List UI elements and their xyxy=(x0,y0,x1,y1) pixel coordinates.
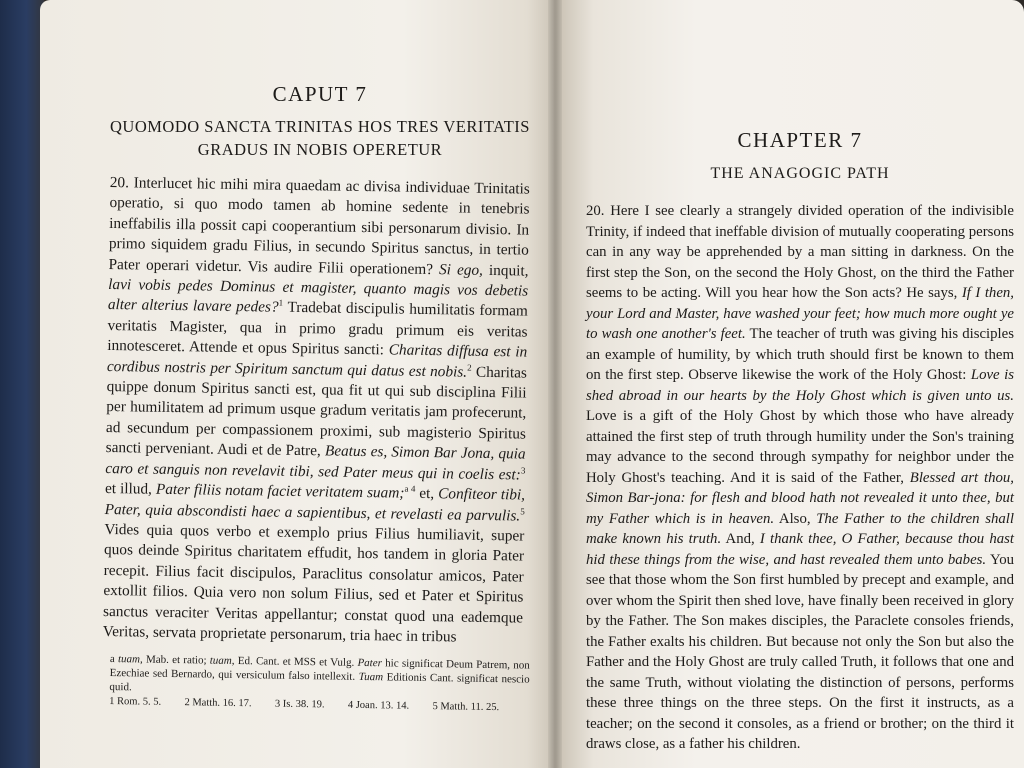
text-segment-italic: tuam xyxy=(117,653,141,666)
text-segment-italic: If I then, your Lord and Master, have washed your feet; how much more ought ye to wash one another's feet. xyxy=(586,285,1014,342)
text-segment-italic: Si ego, xyxy=(438,260,484,279)
footnote-ref: 4 Joan. 13. 14. xyxy=(347,700,410,713)
text-segment: The teacher of truth was giving his disciples an example of humility, by which truth should first be known to them on the first step. Observe likewise the work of the Holy Ghost: xyxy=(586,326,1014,383)
left-page xyxy=(40,0,558,768)
footnote-marker: 1 xyxy=(278,298,284,309)
text-segment-italic: Pater filiis notam faciet veritatem suam; xyxy=(155,480,405,502)
latin-paragraph xyxy=(103,173,530,649)
text-segment: Editionis Cant. significat nescio quid. xyxy=(109,671,530,694)
text-segment-italic: Tuam xyxy=(358,671,384,684)
text-segment: Tradebat discipulis humilitatis formam veritatis Magister, qua in primo gradu primum eis veritas innotesceret. Attende et opus Spiritus sancti: xyxy=(107,299,528,359)
text-segment: Vides quia quos verbo et exemplo prius Filius humiliavit, super quos deinde Spiritus charitatem effudit, hos tandem in gloria Pater recepit. Filius facit discipulos, Paraclitus consolatur amicos, Pater extollit filios. Quia vero non solum Filius, sed et Pater et Spiritus sanctus veraciter Veritas appellantur; constat quod una eademque Veritas, servata proprietate personarum, tria haec in tribus xyxy=(102,520,525,646)
footnote-marker: 2 xyxy=(467,362,472,373)
text-segment: Charitas quippe donum Spiritus sancti est, qua fit ut qui sub disciplina Filii per humilitatem ad primum usque gradum veritatis jam profecerunt, ad secundum per compassionem proximi, sub magisterio Spiritus sancti perveniant. Audi et de Patre, xyxy=(105,363,528,460)
footnotes xyxy=(109,652,530,716)
text-segment-italic: The Father to the children shall make known his truth. xyxy=(586,510,1014,547)
footnote-text xyxy=(109,652,530,701)
text-segment: et illud, xyxy=(104,480,157,498)
text-segment: hic significat Deum Patrem, non Ezechiae sed Bernardo, qui versiculum falso intellexit. xyxy=(109,657,530,684)
footnote-ref: 1 Rom. 5. 5. xyxy=(109,696,162,709)
footnote-marker: 5 xyxy=(520,505,525,516)
text-segment: a xyxy=(109,653,119,666)
right-page xyxy=(556,0,1024,768)
text-segment: And, xyxy=(721,531,760,547)
book-gutter xyxy=(548,0,562,768)
text-segment: , Ed. Cant. et MSS et Vulg. xyxy=(231,655,358,670)
text-segment: 20. Interlucet hic mihi mira quaedam ac divisa individuae Trinitatis operatio, si quo modo tamen ab homine sedente in tenebris ineffabilis illa possit capi cooperantium sibi personarum divisio. In primo siquidem gradu Filius, in secundo Spiritus sanctus, in tertio Pater operari videtur. Vis audire Filii operationem? xyxy=(108,173,530,278)
footnote-ref: 3 Is. 38. 19. xyxy=(274,698,325,711)
text-segment-italic: tuam xyxy=(209,654,232,668)
book-cover-edge xyxy=(0,0,44,768)
footnote-marker: a 4 xyxy=(404,483,416,494)
chapter-label-english: CHAPTER 7 xyxy=(737,128,863,152)
chapter-subtitle-latin: QUOMODO SANCTA TRINITAS HOS TRES VERITATIS GRADUS IN NOBIS OPERETUR xyxy=(110,117,530,159)
footnote-ref: 2 Matth. 16. 17. xyxy=(184,697,252,710)
text-segment-italic: Confiteor tibi, Pater, quia abscondisti haec a sapientibus, et revelasti ea parvulis. xyxy=(104,485,526,524)
text-segment-italic: Pater xyxy=(357,657,383,670)
text-segment: , Mab. et ratio; xyxy=(139,653,210,667)
text-segment-italic: I thank thee, O Father, because thou hast hid these things from the wise, and hast revealed them unto babes. xyxy=(586,531,1015,568)
text-segment: inquit, xyxy=(482,261,529,280)
text-segment-italic: Blessed art thou, Simon Bar-jona: for flesh and blood hath not revealed it unto thee, but my Father which is in heaven. xyxy=(586,469,1014,527)
text-segment: 20. Here I see clearly a strangely divided operation of the indivisible Trinity, if indeed that ineffable division of mutually cooperating persons can in any way be apprehended by a man sitting in darkness. On the first step the Son, on the second the Holy Ghost, on the third the Father seems to be acting. Will you hear how the Son acts? He says, xyxy=(586,203,1014,301)
text-segment-italic: Love is shed abroad in our hearts by the Holy Ghost which is given unto us. xyxy=(586,367,1014,404)
footnote-marker: 3 xyxy=(520,465,526,476)
text-segment: Also, xyxy=(774,510,817,527)
chapter-subtitle-english: THE ANAGOGIC PATH xyxy=(710,165,890,182)
text-segment: Love is a gift of the Holy Ghost by which those who have already attained the first step of truth through humility under the Son's training may advance to the second through sympathy for neighbor under the Holy Ghost's teaching. And it is said of the Father, xyxy=(586,408,1014,486)
text-segment: et, xyxy=(415,484,439,503)
footnote-ref: 5 Matth. 11. 25. xyxy=(432,701,500,714)
english-paragraph xyxy=(586,201,1014,755)
text-segment-italic: Charitas diffusa est in cordibus nostris per Spiritum sanctum qui datus est nobis. xyxy=(106,341,528,381)
chapter-label-latin: CAPUT 7 xyxy=(272,82,368,106)
text-segment-italic: Beatus es, Simon Bar Jona, quia caro et sanguis non revelavit tibi, sed Pater meus qui in coelis est: xyxy=(105,442,526,484)
text-segment-italic: lavi vobis pedes Dominus et magister, quanto magis vos debetis alter alterius lavare pedes? xyxy=(107,276,529,317)
text-segment: You see that those whom the Son first humbled by precept and example, and over whom the Spirit then shed love, have finally been received in glory by the Father. The Son makes disciples, the Paraclete consoles friends, the Father exalts his children. But because not only the Son but also the Father and the Holy Ghost are truly called Truth, it follows that one and the same Truth, without violating the distinction of persons, performs these three things on the three steps. On the first it instructs, as a teacher; on the second it consoles, as a friend or brother; on the third it draws close, as a father his children. xyxy=(586,551,1014,752)
